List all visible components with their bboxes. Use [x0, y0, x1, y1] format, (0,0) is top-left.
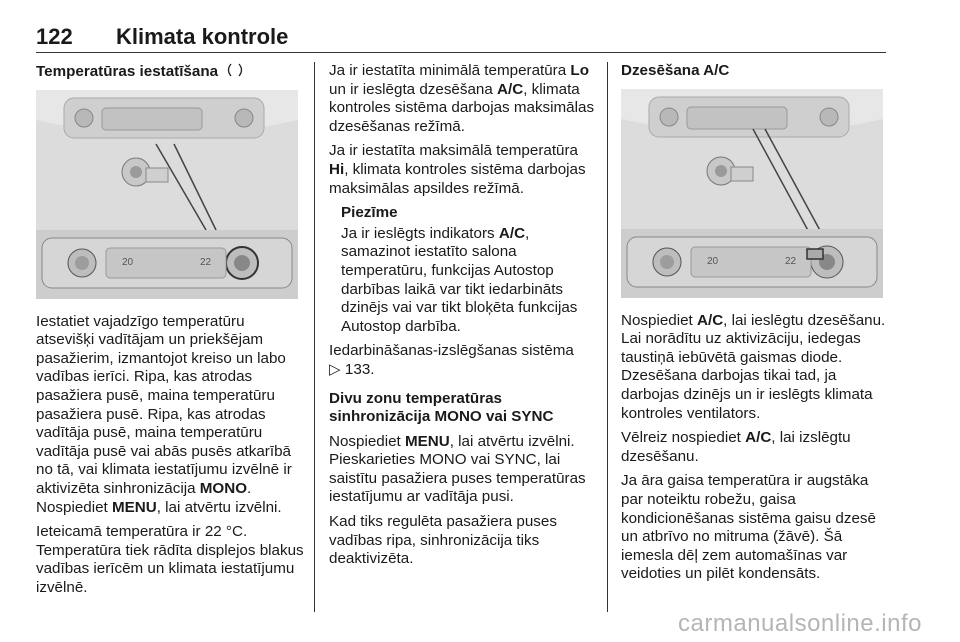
text-run: Iedarbināšanas-izslēgšanas sistēma — [329, 342, 574, 360]
keyword-menu: MENU — [405, 432, 450, 450]
text-run: Vēlreiz nospiediet — [621, 429, 741, 447]
keyword-ac: A/C — [497, 80, 524, 98]
text-run: , lai ieslēgtu dzesēšanu. Lai norādītu uz aktivizāciju, iedegas taustiņā iebūvētā gaismas diode. Dzesēšana darbojas tikai tad, ja darbojas dzinējs un ir ieslēgts klimata kontroles ventilators. — [621, 311, 886, 422]
text-run: Ja ir iestatīta maksimālā temperatūra — [329, 142, 578, 160]
text-run: Nospiediet — [621, 311, 693, 329]
paragraph-temperature-2: Ieteicamā temperatūra ir 22 °C. Temperatūra tiek rādīta displejos blakus vadības ierīcēm un klimata iestatījumu izvēlnē. — [36, 523, 304, 596]
header-rule — [36, 52, 886, 53]
paragraph-autostop-ref — [329, 342, 597, 379]
text-run: , lai atvērtu izvēlni. Pieskarieties MONO vai SYNC, lai saistītu pasažiera puses temperatūras iestatījumu ar vadītāja pusi. — [329, 432, 586, 506]
note-title: Piezīme — [341, 204, 398, 222]
page-reference-icon[interactable]: ▷ — [329, 360, 341, 378]
paragraph-lo — [329, 62, 597, 136]
text-run: , samazinot iestatīto salona temperatūru, funkcijas Autostop darbības laikā var tikt iedarbināts dzinējs vai var tikt bloķēta funkcijas Autostop darbība. — [341, 224, 578, 335]
text-run: Iestatiet vajadzīgo temperatūru atsevišķi vadītājam un priekšējam pasažierim, izmantojot kreiso un labo vadības ierīci. Ripa, kas atrodas pasažiera pusē, maina temperatūru pasažiera pusē. Ripa, kas atrodas vadītāja pusē, maina temperatūru vadītāja pusē vai abās pusēs atkarībā no tā, vai klimata iestatījumu izvēlnē ir aktivizēta sinhronizācija — [36, 312, 292, 497]
climate-panel-figure — [36, 90, 298, 299]
keyword-hi: Hi — [329, 160, 345, 178]
paragraph-sync-1 — [329, 433, 597, 507]
keyword-lo: Lo — [570, 62, 589, 79]
left-temp-display: 20 — [707, 255, 719, 267]
text-run: , lai atvērtu izvēlni. — [156, 498, 282, 516]
paragraph-hi — [329, 142, 597, 198]
text-run: , lai izslēgtu dzesēšanu. — [621, 429, 851, 465]
keyword-ac: A/C — [745, 429, 772, 447]
column-divider-1 — [314, 62, 315, 612]
temperature-knob-icon — [222, 62, 248, 78]
keyword-ac: A/C — [697, 311, 724, 329]
text-run: Ja ir ieslēgts indikators — [341, 224, 495, 242]
page-number: 122 — [36, 24, 73, 49]
right-temp-display: 22 — [200, 256, 212, 268]
keyword-ac: A/C — [498, 224, 526, 242]
page-reference-link[interactable]: 133. — [344, 360, 375, 378]
keyword-menu: MENU — [112, 498, 157, 516]
chapter-title: Klimata kontrole — [116, 24, 289, 49]
section-heading-temperature — [36, 62, 304, 82]
ac-panel-figure — [621, 89, 883, 298]
page-header — [36, 24, 886, 52]
keyword-mono: MONO — [199, 479, 248, 497]
paragraph-ac-3: Ja āra gaisa temperatūra ir augstāka par noteiktu robežu, gaisa kondicionēšanas sistēma gaisu dzesē un atbrīvo no mitruma (žāvē). Šā iemesla dēļ zem automašīnas var veidoties un pilēt kondensāts. — [621, 472, 876, 583]
note-box — [329, 204, 597, 336]
paragraph-ac-2 — [621, 429, 891, 466]
note-text — [341, 225, 597, 337]
column-2 — [329, 62, 597, 575]
right-temp-display: 22 — [785, 255, 797, 267]
text-run: . Nospiediet — [36, 479, 252, 516]
column-divider-2 — [607, 62, 608, 612]
section-heading-sync: Divu zonu temperatūras sinhronizācija MONO vai SYNC — [329, 389, 554, 426]
text-run: Ja ir iestatīta minimālā temperatūra — [329, 62, 567, 79]
paragraph-temperature-1 — [36, 313, 304, 518]
column-3 — [621, 62, 891, 590]
heading-text: Temperatūras iestatīšana — [36, 63, 219, 80]
text-run: , klimata kontroles sistēma darbojas maksimālas dzesēšanas režīmā. — [329, 80, 595, 135]
watermark: carmanualsonline.info — [678, 610, 922, 637]
left-temp-display: 20 — [122, 256, 134, 268]
section-heading-cooling: Dzesēšana A/C — [621, 62, 730, 79]
text-run: un ir ieslēgta dzesēšana — [329, 80, 493, 98]
column-1 — [36, 62, 304, 604]
paragraph-sync-2: Kad tiks regulēta pasažiera puses vadības ripa, sinhronizācija tiks deaktivizēta. — [329, 513, 557, 568]
text-run: , klimata kontroles sistēma darbojas maksimālas apsildes režīmā. — [329, 160, 586, 197]
text-run: Nospiediet — [329, 432, 401, 450]
paragraph-ac-1 — [621, 312, 891, 424]
